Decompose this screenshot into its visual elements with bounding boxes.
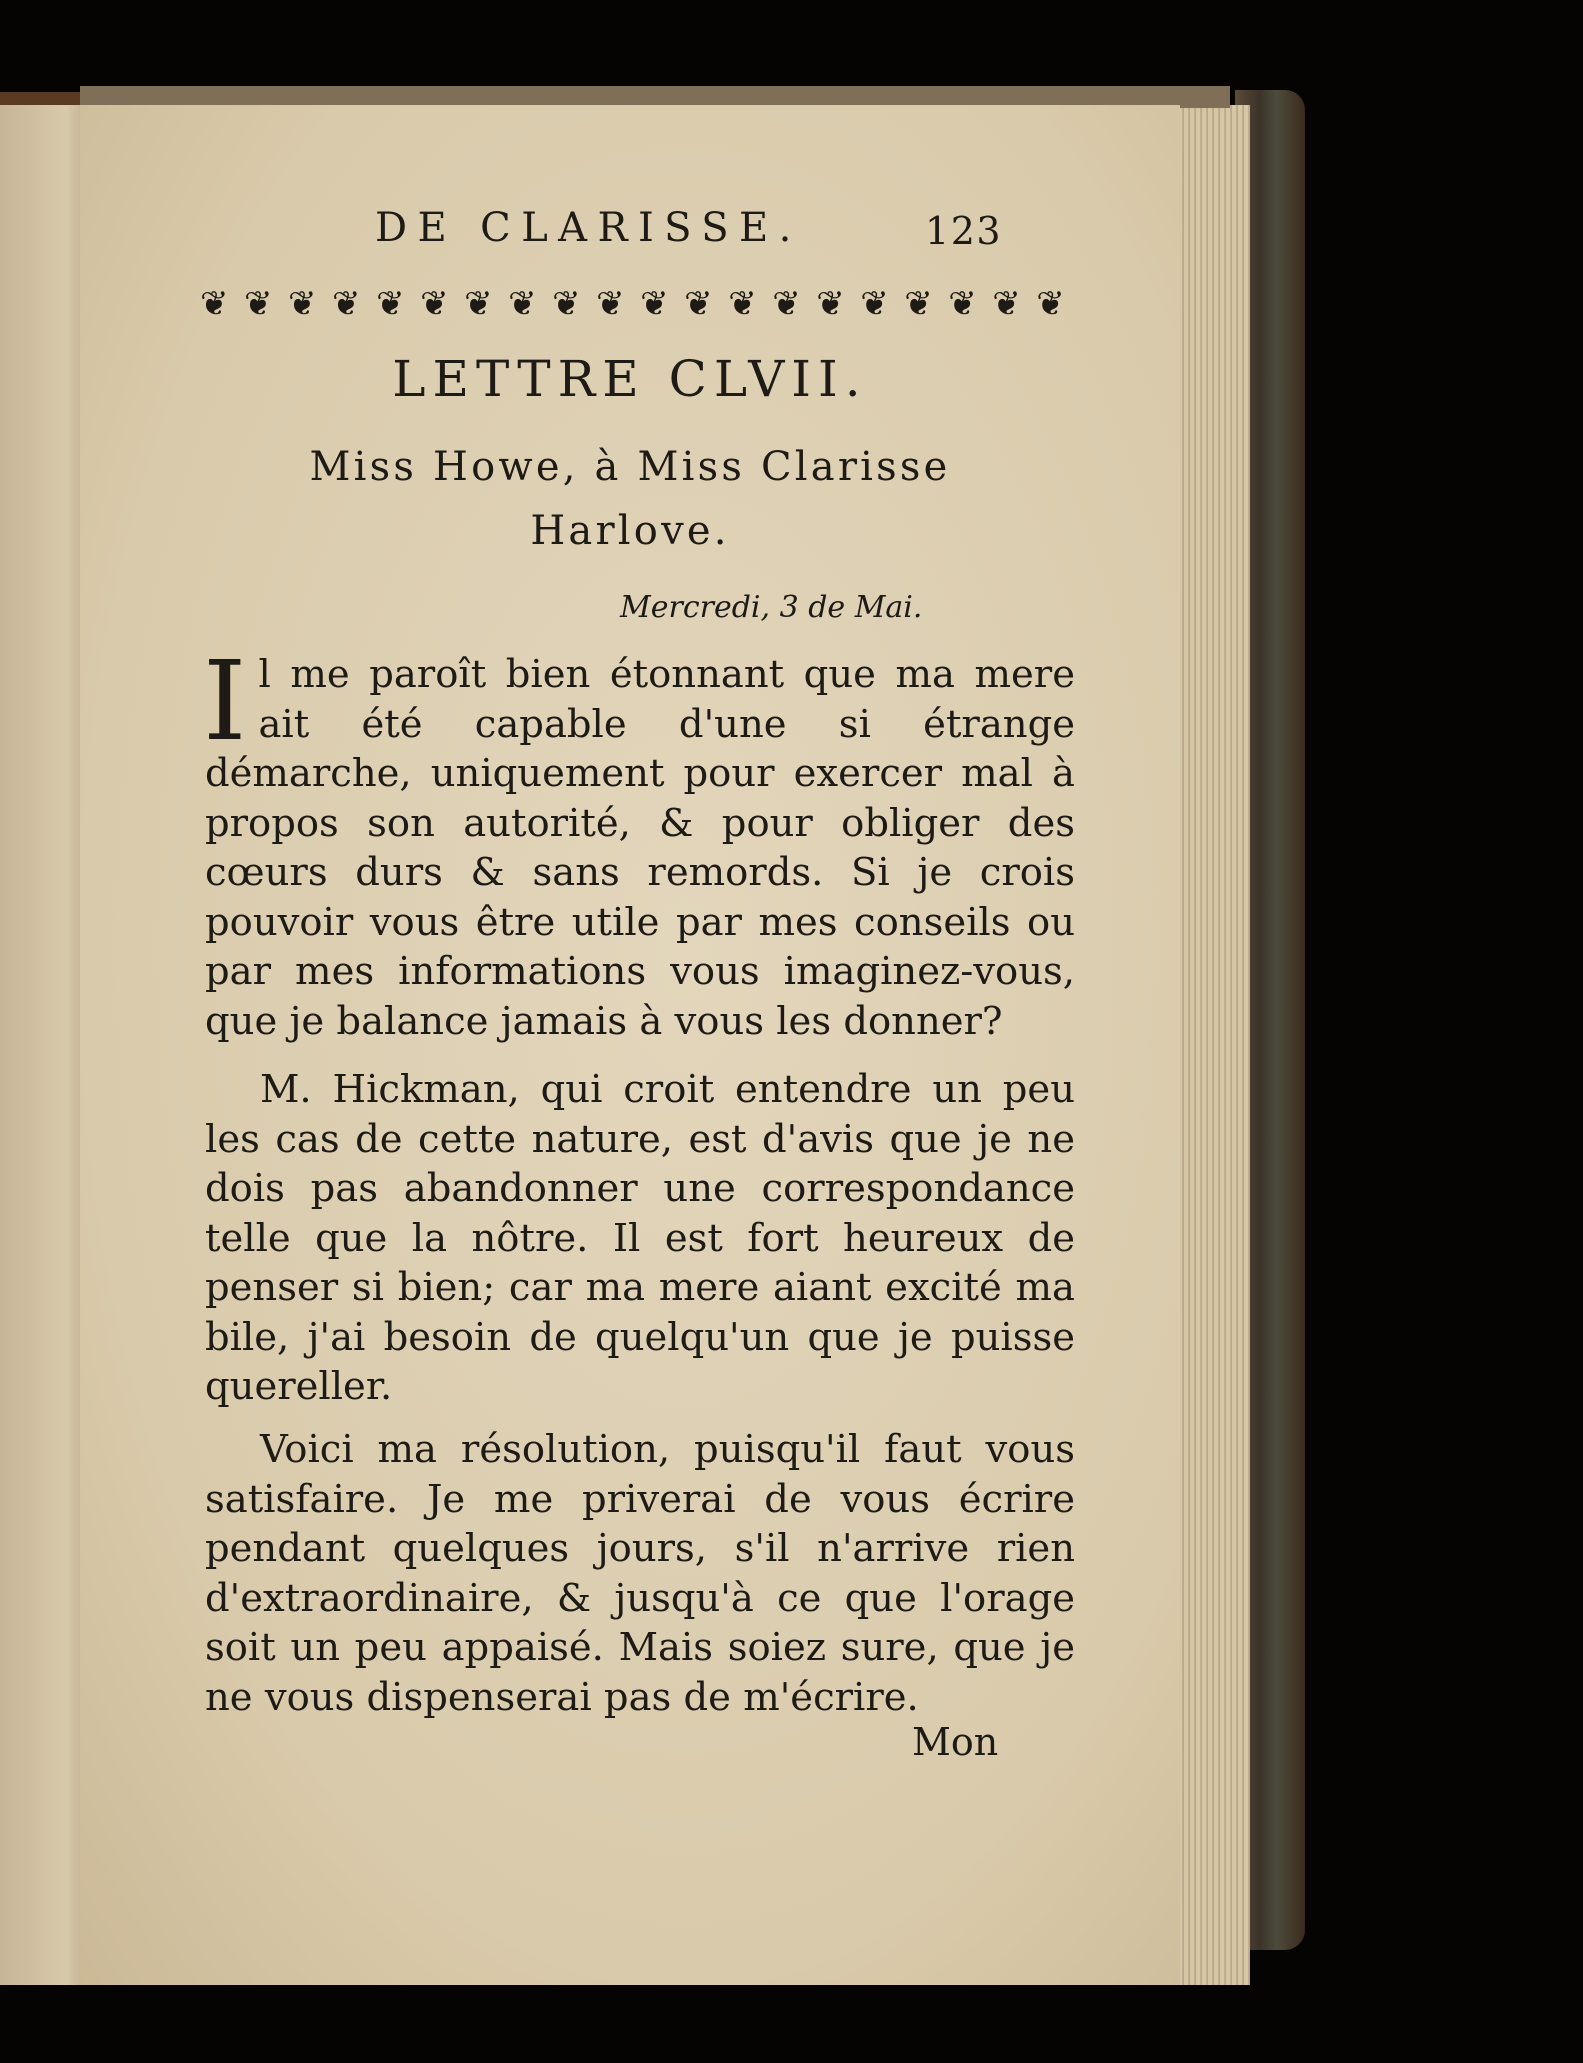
running-head [80, 205, 1180, 265]
addressee-line: Harlove. [530, 508, 730, 554]
fleuron-icon: ❦ [596, 284, 625, 324]
letter-title: LETTRE CLVII. [392, 350, 868, 408]
catchword: Mon [912, 1720, 999, 1764]
fleuron-icon: ❦ [728, 284, 757, 324]
addressee-line: Miss Howe, à Miss Clarisse [309, 444, 951, 490]
fleuron-icon: ❦ [772, 284, 801, 324]
fleuron-icon: ❦ [464, 284, 493, 324]
book-page [80, 105, 1180, 1985]
paragraph: Voici ma résolution, puisqu'il faut vous satisfaire. Je me priverai de vous écrire pendant quelques jours, s'il n'arrive rien d'extraordinaire, & jusqu'à ce que l'orage soit un peu appaisé. Mais soiez sure, que je ne vous dispenserai pas de m'écrire. [205, 1427, 1075, 1720]
fleuron-icon: ❦ [376, 284, 405, 324]
ornament-band [200, 281, 1065, 327]
page-number: 123 [925, 209, 1003, 253]
fleuron-icon: ❦ [552, 284, 581, 324]
addressee [80, 435, 1180, 563]
drop-cap: I [203, 637, 247, 765]
fleuron-icon: ❦ [200, 284, 229, 324]
fleuron-icon: ❦ [640, 284, 669, 324]
fleuron-icon: ❦ [684, 284, 713, 324]
fleuron-icon: ❦ [244, 284, 273, 324]
letter-date: Mercredi, 3 de Mai. [620, 590, 923, 625]
running-head-title: DE CLARISSE. [375, 205, 802, 251]
fleuron-icon: ❦ [1036, 284, 1065, 324]
paragraph [203, 637, 1075, 1046]
fleuron-icon: ❦ [420, 284, 449, 324]
fleuron-icon: ❦ [992, 284, 1021, 324]
fleuron-icon: ❦ [508, 284, 537, 324]
fleuron-icon: ❦ [948, 284, 977, 324]
fleuron-icon: ❦ [332, 284, 361, 324]
fleuron-icon: ❦ [288, 284, 317, 324]
fleuron-icon: ❦ [904, 284, 933, 324]
fleuron-icon: ❦ [816, 284, 845, 324]
paragraph-text: l me paroît bien étonnant que ma mere ait été capable d'une si étrange démarche, uniquement pour exercer mal à propos son autorité, & pour obliger des cœurs durs & sans remords. Si je crois pouvoir vous être utile par mes conseils ou par mes informations vous imaginez-vous, que je balance jamais à vous les donner? [205, 652, 1075, 1044]
fleuron-icon: ❦ [860, 284, 889, 324]
paragraph: M. Hickman, qui croit entendre un peu les cas de cette nature, est d'avis que je ne dois pas abandonner une correspondance telle que la nôtre. Il est fort heureux de penser si bien; car ma mere aiant excité ma bile, j'ai besoin de quelqu'un que je puisse quereller. [205, 1067, 1075, 1409]
